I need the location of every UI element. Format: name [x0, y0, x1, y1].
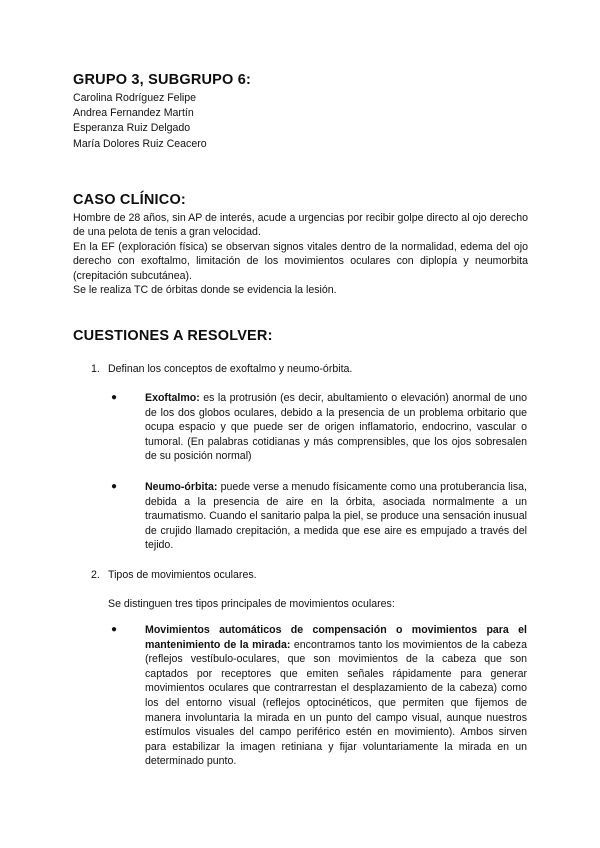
bullet-text: es la protrusión (es decir, abultamiento o elevación) anormal de uno de los dos globos oculares, debido a la presencia de un problema orbitario que ocupa espacio y que puede ser de origen inflamatorio, endocrino, vascular o tumoral. (En palabras cotidianas y más comprensibles, que los ojos sobresalen de su posición normal): [145, 392, 527, 463]
question-2: [91, 568, 257, 582]
bullet-icon: ●: [111, 392, 118, 403]
bullet-neumo-orbita: [111, 480, 527, 553]
bullet-body: [127, 623, 527, 769]
group-member: Andrea Fernandez Martín: [73, 107, 194, 120]
group-member: Carolina Rodríguez Felipe: [73, 92, 197, 104]
bullet-body: [127, 480, 527, 553]
question-1: [91, 362, 352, 376]
bullet-movimientos-automaticos: [111, 623, 527, 769]
bullet-icon: ●: [111, 624, 118, 635]
case-description: [73, 211, 528, 297]
group-member: Esperanza Ruiz Delgado: [73, 122, 191, 135]
case-title: CASO CLÍNICO:: [73, 192, 186, 208]
bullet-term: Movimientos automáticos de compensación o movimientos para el mantenimiento de la mirada:: [145, 624, 527, 651]
bullet-text: encontramos tanto los movimientos de la cabeza (reflejos vestíbulo-oculares, que son movimientos de la cabeza que son captados por receptores que emiten señales rápidamente para generar movimientos oculares que contrarrestan el desplazamiento de la cabeza) como los del entorno visual (reflejos optocinéticos, que permiten que fijemos de manera involuntaria la mirada en un punto del campo visual, aunque nuestros estímulos visuales del campo periférico estén en movimiento). Ambos sirven para estabilizar la imagen retiniana y fijar voluntariamente la mirada en un determinado punto.: [145, 638, 527, 768]
bullet-exoftalmo: [111, 391, 527, 464]
questions-title: CUESTIONES A RESOLVER:: [73, 328, 273, 344]
bullet-text: puede verse a menudo físicamente como una protuberancia lisa, debida a la presencia de aire en la órbita, asociada normalmente a un traumatismo. Cuando el sanitario palpa la piel, se produce una sensación inusual de crujido llamado crepitación, a medida que ese aire es empujado a través del tejido.: [145, 481, 527, 552]
group-title: GRUPO 3, SUBGRUPO 6:: [73, 72, 252, 88]
bullet-term: Neumo-órbita:: [145, 481, 218, 493]
question-text: Definan los conceptos de exoftalmo y neumo-órbita.: [108, 363, 353, 375]
group-member: María Dolores Ruiz Ceacero: [73, 137, 207, 150]
question-number: 1.: [91, 363, 100, 375]
bullet-body: [127, 391, 527, 464]
case-paragraph: Hombre de 28 años, sin AP de interés, acude a urgencias por recibir golpe directo al ojo derecho de una pelota de tenis a gran velocidad.: [73, 212, 528, 239]
question-number: 2.: [91, 569, 100, 581]
bullet-term: Exoftalmo:: [145, 392, 200, 404]
question-text: Tipos de movimientos oculares.: [108, 569, 257, 581]
case-paragraph: En la EF (exploración física) se observan signos vitales dentro de la normalidad, edema del ojo derecho con exoftalmo, limitación de los movimientos oculares con diplopía y neumorbita (crepitación subcutánea).: [73, 240, 528, 282]
bullet-icon: ●: [111, 481, 118, 492]
question-2-intro: Se distinguen tres tipos principales de movimientos oculares:: [108, 598, 395, 610]
case-paragraph: Se le realiza TC de órbitas donde se evidencia la lesión.: [73, 284, 337, 297]
group-member-list: [73, 91, 207, 152]
